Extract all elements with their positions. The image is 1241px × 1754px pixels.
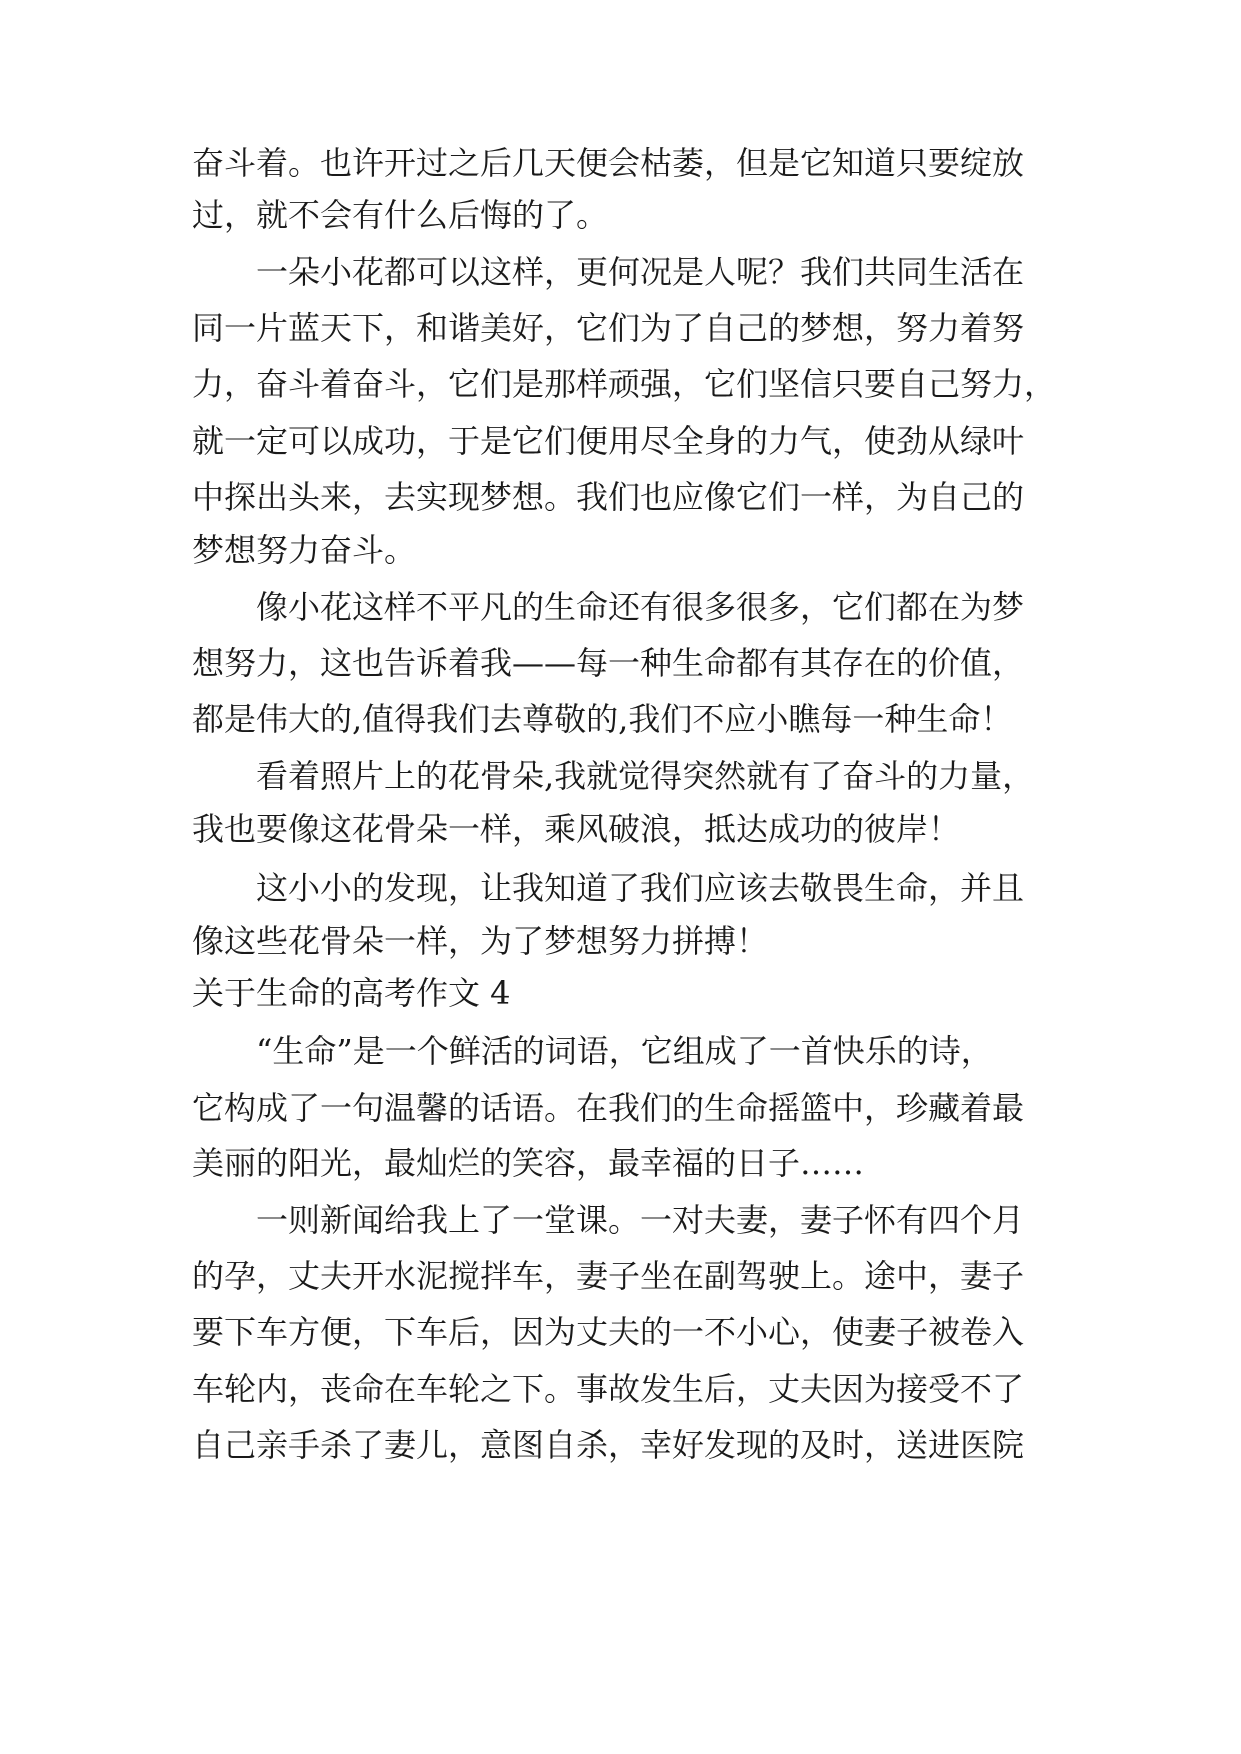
- text-line: “生命”是一个鲜活的词语，它组成了一首快乐的诗，: [192, 1032, 993, 1070]
- text-line: 中探出头来，去实现梦想。我们也应像它们一样，为自己的: [192, 478, 1025, 516]
- text-line: 的孕，丈夫开水泥搅拌车，妻子坐在副驾驶上。途中，妻子: [192, 1257, 1025, 1295]
- text-line: 自己亲手杀了妻儿，意图自杀，幸好发现的及时，送进医院: [192, 1426, 1025, 1464]
- text-line: 像这些花骨朵一样，为了梦想努力拼搏！: [192, 922, 769, 960]
- section-heading: 关于生命的高考作文 4: [192, 974, 511, 1012]
- text-line: 想努力，这也告诉着我——每一种生命都有其存在的价值，: [192, 644, 1025, 682]
- text-line: 一朵小花都可以这样，更何况是人呢？我们共同生活在: [192, 253, 1025, 291]
- text-line: 力，奋斗着奋斗，它们是那样顽强，它们坚信只要自己努力，: [192, 365, 1057, 403]
- text-line: 像小花这样不平凡的生命还有很多很多，它们都在为梦: [192, 588, 1025, 626]
- text-line: 奋斗着。也许开过之后几天便会枯萎，但是它知道只要绽放: [192, 144, 1025, 182]
- text-line: 过，就不会有什么后悔的了。: [192, 196, 609, 234]
- text-line: 都是伟大的,值得我们去尊敬的,我们不应小瞧每一种生命！: [192, 700, 1013, 738]
- text-line: 看着照片上的花骨朵,我就觉得突然就有了奋斗的力量，: [192, 757, 1035, 795]
- text-line: 它构成了一句温馨的话语。在我们的生命摇篮中，珍藏着最: [192, 1089, 1025, 1127]
- text-line: 这小小的发现，让我知道了我们应该去敬畏生命，并且: [192, 869, 1025, 907]
- text-line: 我也要像这花骨朵一样，乘风破浪，抵达成功的彼岸！: [192, 810, 961, 848]
- text-line: 美丽的阳光，最灿烂的笑容，最幸福的日子……: [192, 1144, 865, 1182]
- text-line: 就一定可以成功，于是它们便用尽全身的力气，使劲从绿叶: [192, 422, 1025, 460]
- text-line: 同一片蓝天下，和谐美好，它们为了自己的梦想，努力着努: [192, 309, 1025, 347]
- text-line: 梦想努力奋斗。: [192, 531, 417, 569]
- text-line: 一则新闻给我上了一堂课。一对夫妻，妻子怀有四个月: [192, 1201, 1025, 1239]
- text-line: 车轮内，丧命在车轮之下。事故发生后，丈夫因为接受不了: [192, 1370, 1025, 1408]
- text-line: 要下车方便，下车后，因为丈夫的一不小心，使妻子被卷入: [192, 1313, 1025, 1351]
